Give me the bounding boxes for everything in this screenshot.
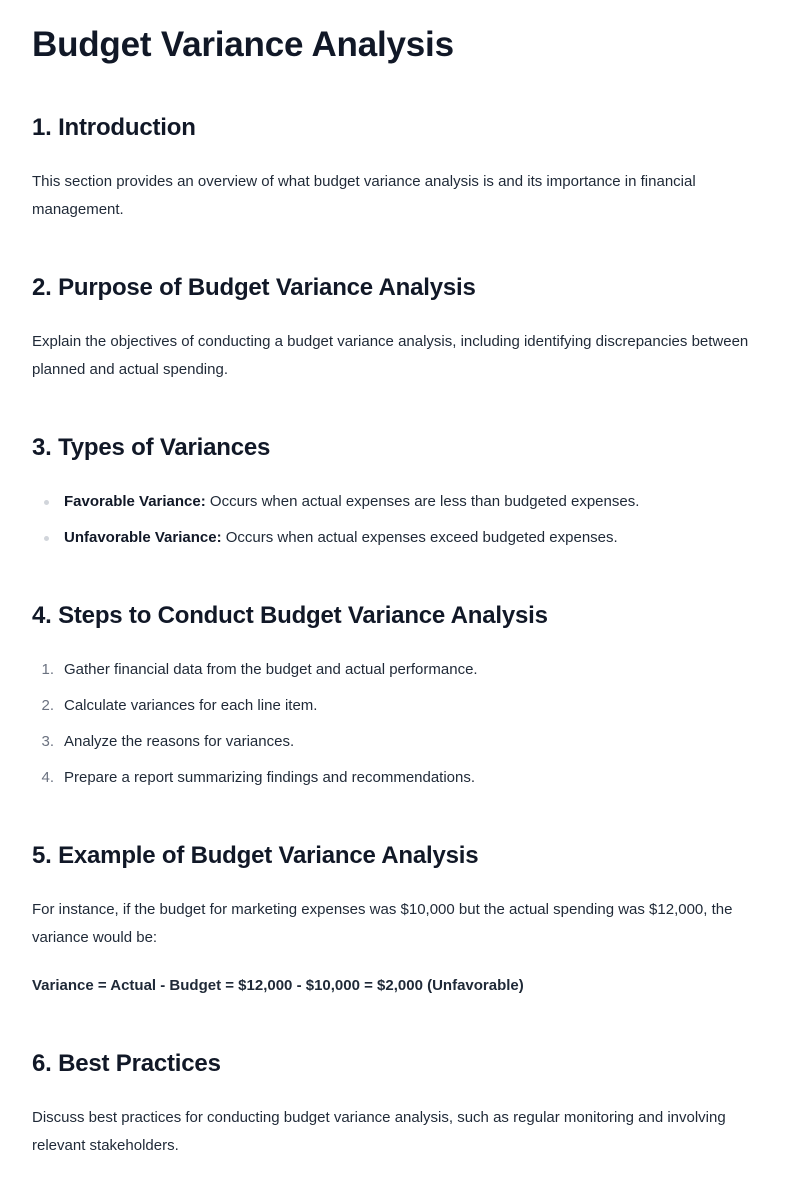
step-text: Analyze the reasons for variances. [64, 733, 295, 750]
step-text: Prepare a report summarizing findings and recommendations. [64, 769, 476, 786]
variance-term: Unfavorable Variance: [64, 529, 222, 546]
section-heading-steps: 4. Steps to Conduct Budget Variance Analysis [32, 602, 548, 629]
bullet-icon [44, 536, 49, 541]
section-text-introduction: This section provides an overview of what budget variance analysis is and its importance in financial management. [32, 173, 696, 218]
list-item [32, 688, 768, 724]
list-item [32, 652, 768, 688]
list-item [32, 760, 768, 796]
step-number: 3. [41, 733, 54, 750]
section-text-best-practices: Discuss best practices for conducting budget variance analysis, such as regular monitoring and involving relevant stakeholders. [32, 1109, 726, 1154]
variance-term: Favorable Variance: [64, 493, 206, 510]
step-number: 2. [41, 697, 54, 714]
step-text: Calculate variances for each line item. [64, 697, 318, 714]
variance-types-list [32, 484, 768, 556]
list-item [32, 724, 768, 760]
variance-description: Occurs when actual expenses are less than budgeted expenses. [209, 493, 640, 510]
step-number: 1. [41, 661, 54, 678]
section-text-purpose: Explain the objectives of conducting a budget variance analysis, including identifying discrepancies between planned and actual spending. [32, 333, 749, 378]
section-heading-types: 3. Types of Variances [32, 434, 271, 461]
section-heading-best-practices: 6. Best Practices [32, 1050, 221, 1077]
bullet-icon [44, 500, 49, 505]
list-item [32, 520, 768, 556]
variance-formula: Variance = Actual - Budget = $12,000 - $10,000 = $2,000 (Unfavorable) [32, 977, 524, 994]
variance-description: Occurs when actual expenses exceed budgeted expenses. [225, 529, 618, 546]
step-text: Gather financial data from the budget and actual performance. [64, 661, 478, 678]
steps-list [32, 652, 768, 796]
page-title: Budget Variance Analysis [32, 25, 454, 64]
step-number: 4. [41, 769, 54, 786]
section-heading-example: 5. Example of Budget Variance Analysis [32, 842, 479, 869]
list-item [32, 484, 768, 520]
section-text-example: For instance, if the budget for marketing expenses was $10,000 but the actual spending was $12,000, the variance would be: [32, 901, 733, 946]
section-heading-introduction: 1. Introduction [32, 114, 196, 141]
section-heading-purpose: 2. Purpose of Budget Variance Analysis [32, 274, 476, 301]
